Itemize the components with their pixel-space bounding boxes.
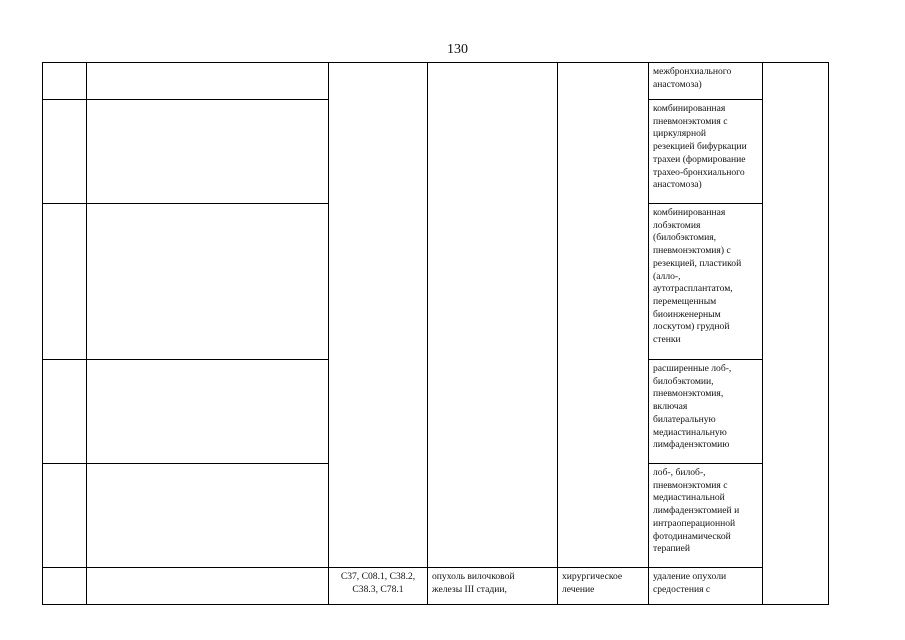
text-line: циркулярной (653, 128, 707, 140)
text-line: комбинированная (653, 207, 726, 218)
text-line: хирургическое (562, 571, 623, 582)
method-text (653, 103, 758, 192)
text-line: пневмонэктомия с (653, 115, 728, 127)
text-line: (билобэктомия, (653, 232, 717, 244)
method-cell (649, 204, 763, 360)
method-cell (649, 360, 763, 464)
table-row (43, 63, 829, 100)
method-text (653, 66, 758, 91)
model-cell (428, 568, 558, 605)
text-line: фотодинамической (653, 530, 731, 542)
text-line: лоскутом) грудной (653, 321, 730, 333)
row-number-cell (43, 568, 87, 605)
text-line: C38.3, C78.1 (352, 583, 404, 595)
text-line: лимфаденэктомию (653, 439, 730, 451)
method-cell (649, 568, 763, 605)
treatment-text (562, 571, 644, 596)
method-text (653, 207, 758, 347)
method-text (653, 467, 758, 556)
text-line: включая (653, 401, 688, 413)
method-cell (649, 464, 763, 568)
profile-cell (87, 360, 329, 464)
profile-cell (87, 100, 329, 204)
text-line: лоб-, билоб-, (653, 467, 706, 478)
text-line: стенки (653, 334, 681, 346)
profile-cell (87, 63, 329, 100)
codes-cell (329, 63, 428, 568)
treatment-cell (558, 63, 649, 568)
medical-procedures-table (42, 62, 829, 605)
model-cell (428, 63, 558, 568)
text-line: расширенные лоб-, (653, 363, 732, 374)
treatment-cell (558, 568, 649, 605)
codes-cell (329, 568, 428, 605)
text-line: терапией (653, 543, 691, 555)
text-line: лобэктомия (653, 219, 701, 231)
text-line: лимфаденэктомией и (653, 505, 740, 517)
profile-cell (87, 464, 329, 568)
page-number: 130 (447, 42, 468, 57)
row-number-cell (43, 464, 87, 568)
profile-cell (87, 204, 329, 360)
row-number-cell (43, 63, 87, 100)
method-text (653, 571, 758, 596)
model-text (432, 571, 553, 596)
text-line: (алло-, (653, 270, 681, 282)
row-number-cell (43, 100, 87, 204)
text-line: резекцией бифуркации (653, 141, 747, 153)
text-line: пневмонэктомия, (653, 388, 724, 400)
text-line: средостения с (653, 583, 711, 595)
method-cell (649, 63, 763, 100)
text-line: пневмонэктомия с (653, 479, 728, 491)
table-row (43, 568, 829, 605)
text-line: удаление опухоли (653, 571, 727, 582)
text-line: резекцией, пластикой (653, 257, 742, 269)
row-number-cell (43, 360, 87, 464)
price-cell (763, 63, 829, 605)
text-line: лечение (562, 583, 595, 595)
text-line: пневмонэктомия) с (653, 245, 731, 257)
text-line: интраоперационной (653, 517, 736, 529)
text-line: C37, C08.1, C38.2, (340, 571, 416, 582)
text-line: комбинированная (653, 103, 726, 114)
method-text (653, 363, 758, 452)
codes-text (333, 571, 423, 596)
text-line: анастомоза) (653, 179, 702, 191)
text-line: анастомоза) (653, 78, 702, 90)
text-line: железы III стадии, (432, 583, 507, 595)
text-line: трахео-бронхиального (653, 166, 745, 178)
text-line: билобэктомии, (653, 375, 714, 387)
text-line: билатеральную (653, 413, 716, 425)
text-line: опухоль вилочковой (432, 571, 515, 582)
text-line: трахеи (формирование (653, 153, 746, 165)
text-line: медиастинальной (653, 492, 725, 504)
text-line: аутотрасплантатом, (653, 283, 733, 295)
text-line: перемещенным (653, 295, 717, 307)
method-cell (649, 100, 763, 204)
profile-cell (87, 568, 329, 605)
row-number-cell (43, 204, 87, 360)
text-line: межбронхиального (653, 66, 732, 77)
text-line: биоинженерным (653, 308, 721, 320)
text-line: медиастинальную (653, 426, 727, 438)
